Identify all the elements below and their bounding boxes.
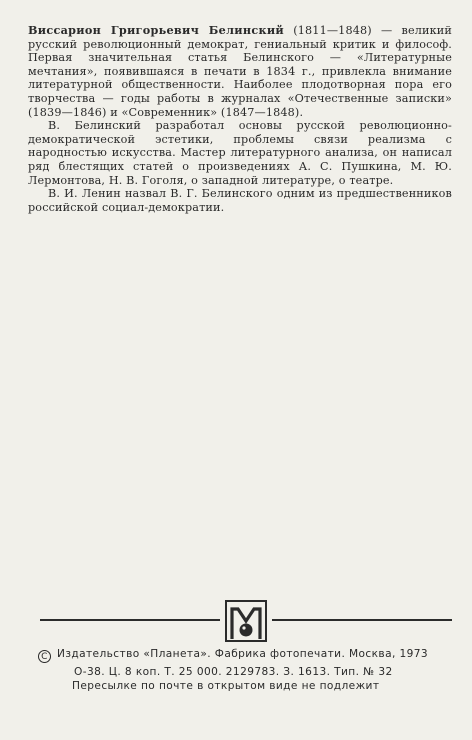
- copyright-icon: C: [38, 650, 51, 663]
- imprint-line-2: О-38. Ц. 8 коп. Т. 25 000. 2129783. З. 1613. Тип. № 32: [74, 666, 393, 678]
- footer-rule-left: [40, 619, 220, 621]
- imprint-line-3: Пересылке по почте в открытом виде не подлежит: [72, 680, 380, 692]
- publisher-logo-icon: [224, 599, 268, 643]
- publisher-text: Издательство «Планета». Фабрика фотопечати. Москва, 1973: [57, 648, 429, 660]
- biography-text: [28, 24, 452, 214]
- paragraph-1: [28, 24, 452, 119]
- person-name: Виссарион Григорьевич Белинский: [28, 23, 285, 37]
- paragraph-2: В. Белинский разработал основы русской революционно-демократической эстетики, проблемы связи реализма с народностью искусства. Мастер литературного анализа, он написал ряд блестящих статей о произведениях А. С. Пушкина, М. Ю. Лермонтова, Н. В. Гоголя, о западной литературе, о театре.: [28, 119, 452, 187]
- footer-rule-right: [272, 619, 452, 621]
- paragraph-1-text: (1811—1848) — великий русский революционный демократ, гениальный критик и философ. Первая значительная статья Белинского — «Литературные мечтания», появившаяся в печати в 1834 г., привлекла внимание литературной общественности. Наиболее плодотворная пора его творчества — годы работы в журналах «Отечественные записки» (1839—1846) и «Современник» (1847—1848).: [28, 24, 453, 119]
- paragraph-3: В. И. Ленин назвал В. Г. Белинского одним из предшественников российской социал-демократии.: [28, 187, 452, 214]
- imprint-line-1: [38, 648, 472, 663]
